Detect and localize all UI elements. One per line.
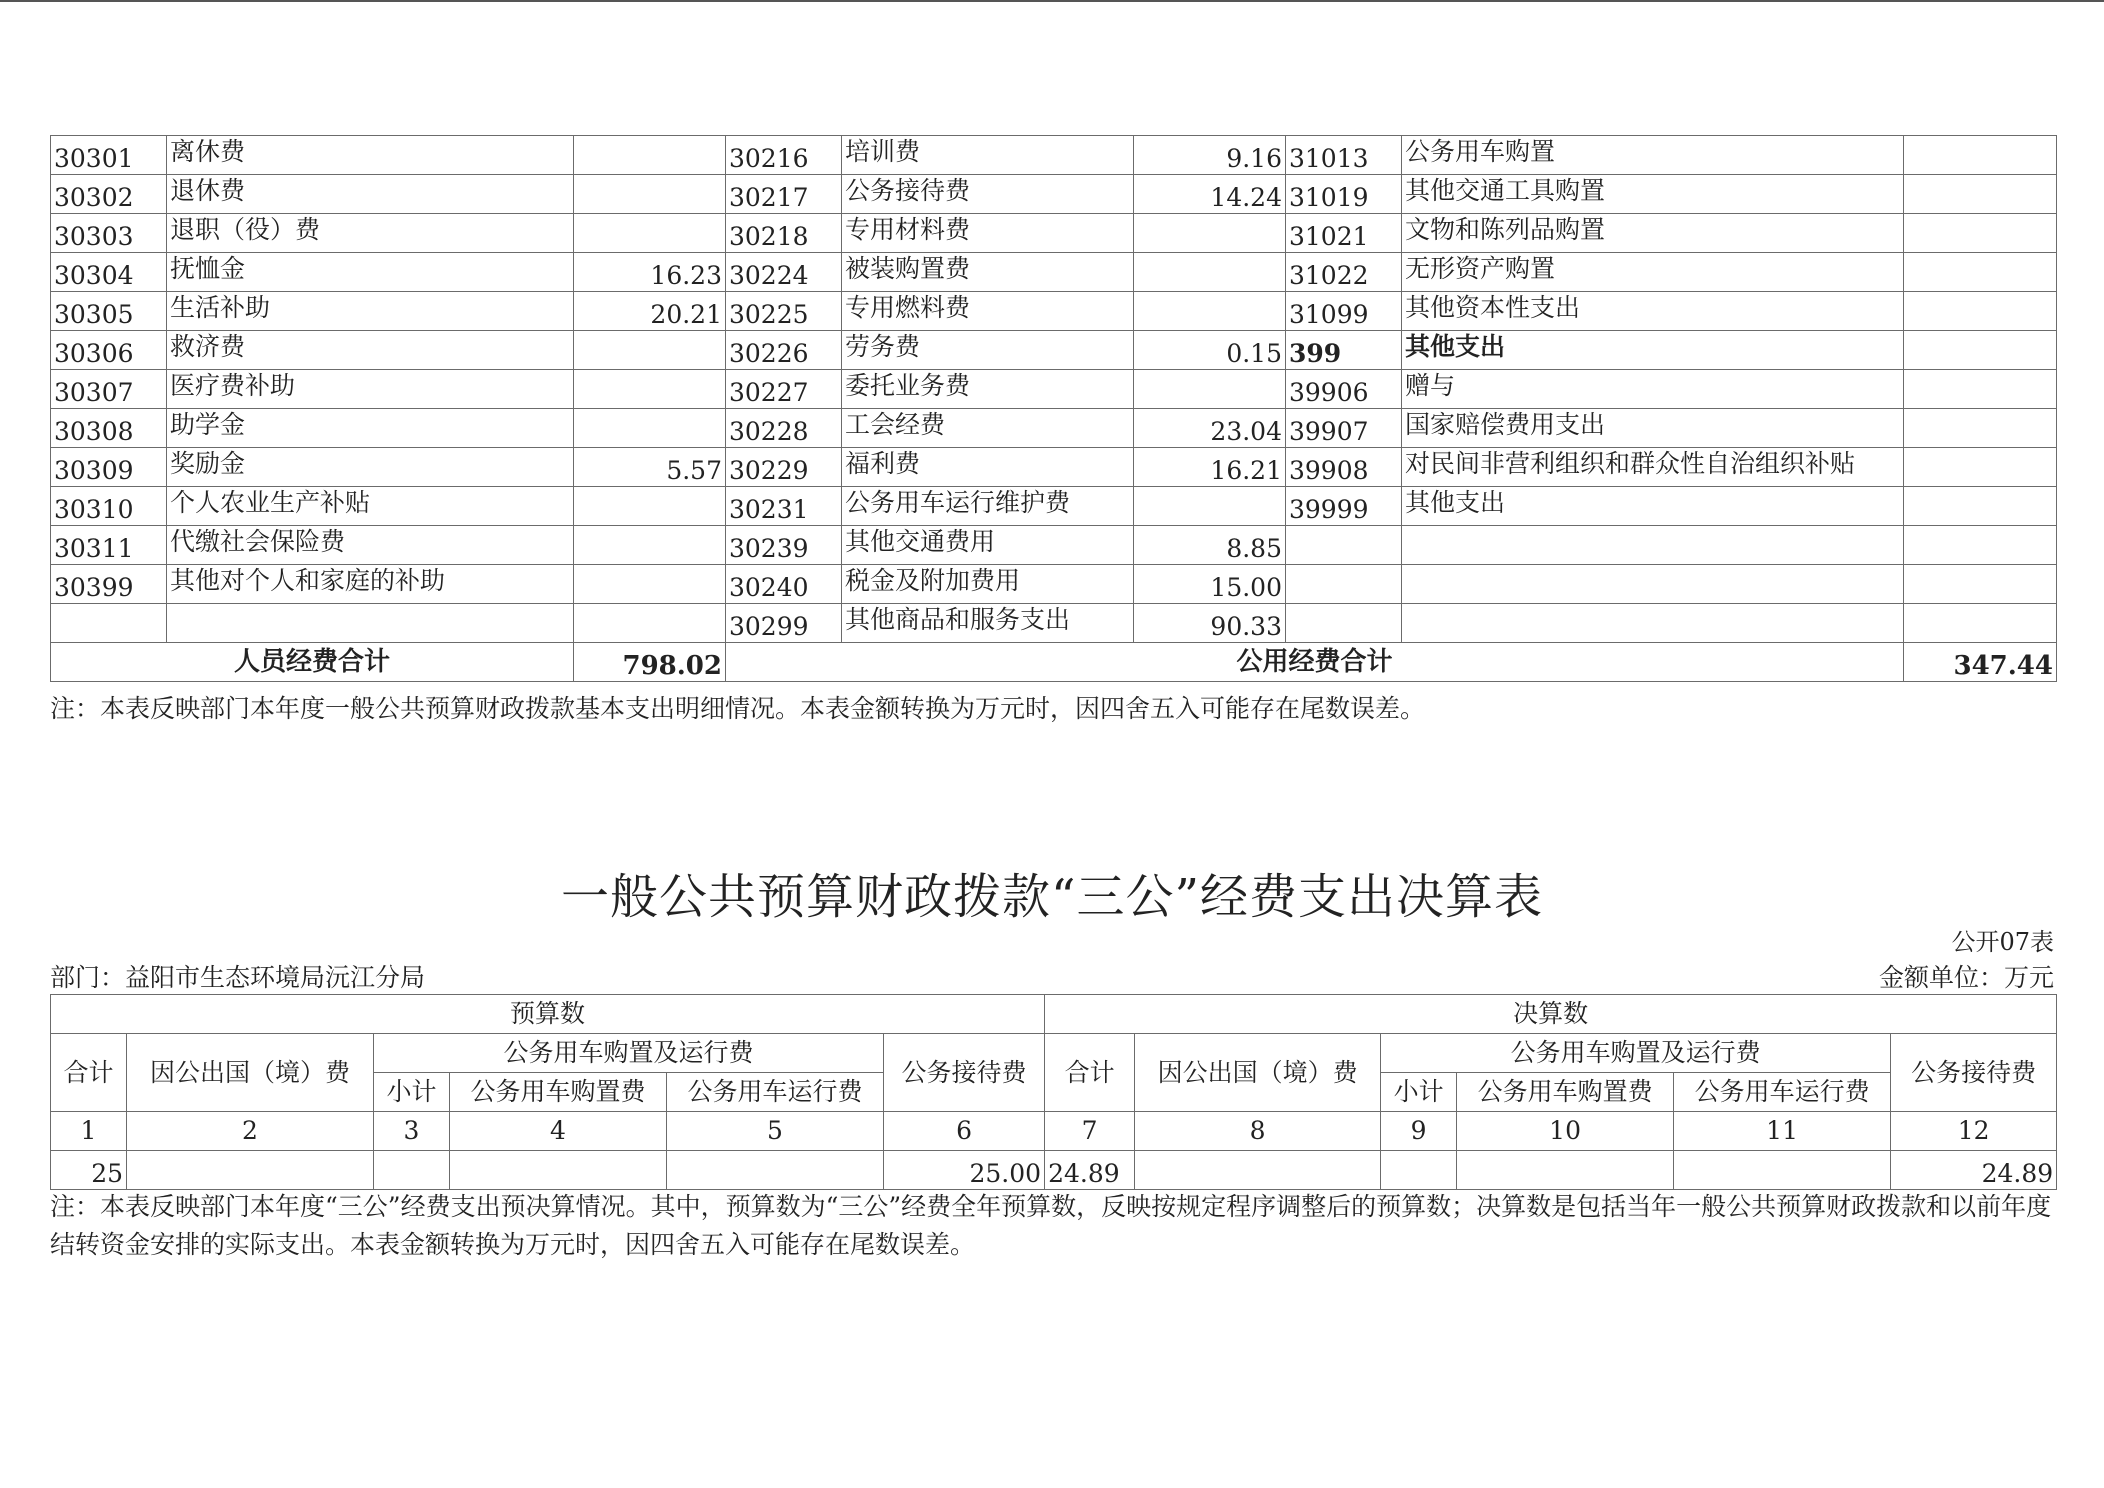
table-row — [51, 487, 2057, 526]
name-cell: 赠与 — [1402, 370, 1904, 409]
budget-subtotal-header: 小计 — [374, 1073, 450, 1112]
table-row — [51, 604, 2057, 643]
name-cell: 个人农业生产补贴 — [167, 487, 574, 526]
column-number-cell: 6 — [884, 1112, 1045, 1151]
code-cell: 30309 — [51, 448, 167, 487]
name-cell: 退休费 — [167, 175, 574, 214]
budget-total-header: 合计 — [51, 1034, 127, 1112]
name-cell: 退职（役）费 — [167, 214, 574, 253]
three-public-table-note: 注：本表反映部门本年度“三公”经费支出预决算情况。其中，预算数为“三公”经费全年预算数，反映按规定程序调整后的预算数；决算数是包括当年一般公共预算财政拨款和以前年度结转资金安排的实际支出。本表金额转换为万元时，因四舍五入可能存在尾数误差。 — [50, 1192, 2052, 1259]
code-cell: 30216 — [726, 136, 842, 175]
code-cell: 39999 — [1286, 487, 1402, 526]
amount-cell — [1134, 214, 1286, 253]
code-cell: 30228 — [726, 409, 842, 448]
column-number-cell: 8 — [1135, 1112, 1381, 1151]
name-cell: 福利费 — [842, 448, 1134, 487]
amount-cell — [1904, 526, 2057, 565]
amount-cell — [1904, 214, 2057, 253]
amount-cell — [574, 331, 726, 370]
amount-cell: 9.16 — [1134, 136, 1286, 175]
code-cell: 30304 — [51, 253, 167, 292]
page-top-border — [0, 0, 2104, 2]
code-cell: 39908 — [1286, 448, 1402, 487]
code-cell: 30229 — [726, 448, 842, 487]
amount-cell — [1134, 487, 1286, 526]
amount-cell — [574, 136, 726, 175]
column-number-cell: 9 — [1381, 1112, 1457, 1151]
column-number-cell: 4 — [450, 1112, 667, 1151]
value-cell: 25 — [51, 1151, 127, 1190]
code-cell: 31099 — [1286, 292, 1402, 331]
code-cell: 30303 — [51, 214, 167, 253]
value-cell — [127, 1151, 374, 1190]
name-cell: 医疗费补助 — [167, 370, 574, 409]
personnel-total-label: 人员经费合计 — [51, 643, 574, 682]
code-cell: 31022 — [1286, 253, 1402, 292]
column-number-row — [51, 1112, 2057, 1151]
name-cell: 抚恤金 — [167, 253, 574, 292]
name-cell: 国家赔偿费用支出 — [1402, 409, 1904, 448]
code-cell: 30227 — [726, 370, 842, 409]
code-cell — [1286, 604, 1402, 643]
name-cell: 其他对个人和家庭的补助 — [167, 565, 574, 604]
amount-cell — [1134, 292, 1286, 331]
table-row — [51, 136, 2057, 175]
amount-unit-label: 金额单位：万元 — [1878, 963, 2054, 992]
code-cell: 30239 — [726, 526, 842, 565]
name-cell: 生活补助 — [167, 292, 574, 331]
amount-cell — [1904, 331, 2057, 370]
code-cell: 30299 — [726, 604, 842, 643]
name-cell — [1402, 565, 1904, 604]
name-cell: 其他支出 — [1402, 487, 1904, 526]
column-number-cell: 1 — [51, 1112, 127, 1151]
table-row — [51, 565, 2057, 604]
department-label: 部门：益阳市生态环境局沅江分局 — [50, 963, 426, 992]
column-number-cell: 5 — [667, 1112, 884, 1151]
amount-cell — [1904, 448, 2057, 487]
name-cell: 无形资产购置 — [1402, 253, 1904, 292]
name-cell: 离休费 — [167, 136, 574, 175]
public-total-value: 347.44 — [1904, 643, 2057, 682]
detail-table-note: 注：本表反映部门本年度一般公共预算财政拨款基本支出明细情况。本表金额转换为万元时，因四舍五入可能存在尾数误差。 — [50, 694, 1426, 723]
name-cell: 奖励金 — [167, 448, 574, 487]
budget-vehicle-header: 公务用车购置及运行费 — [374, 1034, 884, 1073]
final-vehicle-header: 公务用车购置及运行费 — [1381, 1034, 1891, 1073]
final-reception-header: 公务接待费 — [1891, 1034, 2057, 1112]
page-title: 一般公共预算财政拨款“三公”经费支出决算表 — [560, 869, 1544, 925]
column-number-cell: 10 — [1457, 1112, 1674, 1151]
code-cell: 30225 — [726, 292, 842, 331]
amount-cell — [574, 565, 726, 604]
public-total-label: 公用经费合计 — [726, 643, 1904, 682]
table-row — [51, 526, 2057, 565]
name-cell: 文物和陈列品购置 — [1402, 214, 1904, 253]
name-cell: 其他资本性支出 — [1402, 292, 1904, 331]
final-header: 决算数 — [1045, 995, 2057, 1034]
expenditure-detail-rows — [51, 136, 2057, 643]
name-cell: 其他交通工具购置 — [1402, 175, 1904, 214]
code-cell: 30307 — [51, 370, 167, 409]
amount-cell: 16.23 — [574, 253, 726, 292]
amount-cell: 0.15 — [1134, 331, 1286, 370]
name-cell: 公务接待费 — [842, 175, 1134, 214]
name-cell: 税金及附加费用 — [842, 565, 1134, 604]
code-cell: 30240 — [726, 565, 842, 604]
value-cell — [1457, 1151, 1674, 1190]
value-cell — [1674, 1151, 1891, 1190]
name-cell: 委托业务费 — [842, 370, 1134, 409]
amount-cell: 23.04 — [1134, 409, 1286, 448]
amount-cell — [1904, 175, 2057, 214]
code-cell: 30311 — [51, 526, 167, 565]
code-cell — [51, 604, 167, 643]
code-cell: 39906 — [1286, 370, 1402, 409]
table-number: 公开07表 — [1951, 928, 2054, 956]
name-cell: 劳务费 — [842, 331, 1134, 370]
amount-cell — [574, 526, 726, 565]
name-cell — [1402, 526, 1904, 565]
budget-reception-header: 公务接待费 — [884, 1034, 1045, 1112]
code-cell: 30218 — [726, 214, 842, 253]
value-cell: 25.00 — [884, 1151, 1045, 1190]
amount-cell — [1134, 370, 1286, 409]
column-number-cell: 7 — [1045, 1112, 1135, 1151]
table-row — [51, 253, 2057, 292]
amount-cell — [1904, 565, 2057, 604]
table-row — [51, 409, 2057, 448]
column-number-cell: 11 — [1674, 1112, 1891, 1151]
final-total-header: 合计 — [1045, 1034, 1135, 1112]
name-cell: 被装购置费 — [842, 253, 1134, 292]
amount-cell: 20.21 — [574, 292, 726, 331]
value-cell — [374, 1151, 450, 1190]
table-row — [51, 370, 2057, 409]
name-cell: 公务用车运行维护费 — [842, 487, 1134, 526]
name-cell: 救济费 — [167, 331, 574, 370]
amount-cell: 8.85 — [1134, 526, 1286, 565]
code-cell: 31013 — [1286, 136, 1402, 175]
final-subtotal-header: 小计 — [1381, 1073, 1457, 1112]
name-cell: 专用材料费 — [842, 214, 1134, 253]
amount-cell — [1904, 604, 2057, 643]
table-row — [51, 292, 2057, 331]
amount-cell: 90.33 — [1134, 604, 1286, 643]
amount-cell — [1904, 253, 2057, 292]
value-cell — [1135, 1151, 1381, 1190]
header-row-2 — [51, 1034, 2057, 1073]
name-cell: 助学金 — [167, 409, 574, 448]
code-cell: 30301 — [51, 136, 167, 175]
amount-cell: 15.00 — [1134, 565, 1286, 604]
name-cell: 其他商品和服务支出 — [842, 604, 1134, 643]
table-row — [51, 448, 2057, 487]
name-cell: 代缴社会保险费 — [167, 526, 574, 565]
code-cell: 39907 — [1286, 409, 1402, 448]
amount-cell — [574, 214, 726, 253]
value-cell: 24.89 — [1891, 1151, 2057, 1190]
amount-cell: 14.24 — [1134, 175, 1286, 214]
budget-purchase-header: 公务用车购置费 — [450, 1073, 667, 1112]
final-abroad-header: 因公出国（境）费 — [1135, 1034, 1381, 1112]
code-cell: 30399 — [51, 565, 167, 604]
name-cell — [167, 604, 574, 643]
value-cell — [450, 1151, 667, 1190]
amount-cell — [1904, 136, 2057, 175]
name-cell: 其他支出 — [1402, 331, 1904, 370]
code-cell: 31019 — [1286, 175, 1402, 214]
budget-operation-header: 公务用车运行费 — [667, 1073, 884, 1112]
code-cell: 30310 — [51, 487, 167, 526]
final-purchase-header: 公务用车购置费 — [1457, 1073, 1674, 1112]
column-number-cell: 3 — [374, 1112, 450, 1151]
value-cell: 24.89 — [1045, 1151, 1135, 1190]
table-row — [51, 175, 2057, 214]
code-cell: 30231 — [726, 487, 842, 526]
table-row — [51, 214, 2057, 253]
code-cell: 399 — [1286, 331, 1402, 370]
value-cell — [667, 1151, 884, 1190]
name-cell: 工会经费 — [842, 409, 1134, 448]
amount-cell — [1904, 292, 2057, 331]
table-row — [51, 331, 2057, 370]
amount-cell — [574, 175, 726, 214]
amount-cell: 16.21 — [1134, 448, 1286, 487]
name-cell: 公务用车购置 — [1402, 136, 1904, 175]
name-cell: 培训费 — [842, 136, 1134, 175]
column-number-cell: 2 — [127, 1112, 374, 1151]
amount-cell — [1134, 253, 1286, 292]
amount-cell: 5.57 — [574, 448, 726, 487]
header-row-1 — [51, 995, 2057, 1034]
value-row — [51, 1151, 2057, 1190]
code-cell: 30305 — [51, 292, 167, 331]
amount-cell — [1904, 370, 2057, 409]
code-cell: 30306 — [51, 331, 167, 370]
code-cell: 30217 — [726, 175, 842, 214]
value-cell — [1381, 1151, 1457, 1190]
name-cell: 专用燃料费 — [842, 292, 1134, 331]
code-cell: 31021 — [1286, 214, 1402, 253]
name-cell — [1402, 604, 1904, 643]
amount-cell — [574, 370, 726, 409]
code-cell — [1286, 565, 1402, 604]
column-number-cell: 12 — [1891, 1112, 2057, 1151]
name-cell: 其他交通费用 — [842, 526, 1134, 565]
expenditure-detail-table — [50, 135, 2057, 682]
code-cell: 30308 — [51, 409, 167, 448]
final-operation-header: 公务用车运行费 — [1674, 1073, 1891, 1112]
budget-header: 预算数 — [51, 995, 1045, 1034]
amount-cell — [574, 487, 726, 526]
personnel-total-value: 798.02 — [574, 643, 726, 682]
code-cell: 30226 — [726, 331, 842, 370]
budget-abroad-header: 因公出国（境）费 — [127, 1034, 374, 1112]
totals-row — [51, 643, 2057, 682]
name-cell: 对民间非营利组织和群众性自治组织补贴 — [1402, 448, 1904, 487]
code-cell: 30224 — [726, 253, 842, 292]
amount-cell — [1904, 487, 2057, 526]
amount-cell — [1904, 409, 2057, 448]
three-public-expenses-table — [50, 994, 2057, 1190]
amount-cell — [574, 409, 726, 448]
code-cell — [1286, 526, 1402, 565]
code-cell: 30302 — [51, 175, 167, 214]
amount-cell — [574, 604, 726, 643]
